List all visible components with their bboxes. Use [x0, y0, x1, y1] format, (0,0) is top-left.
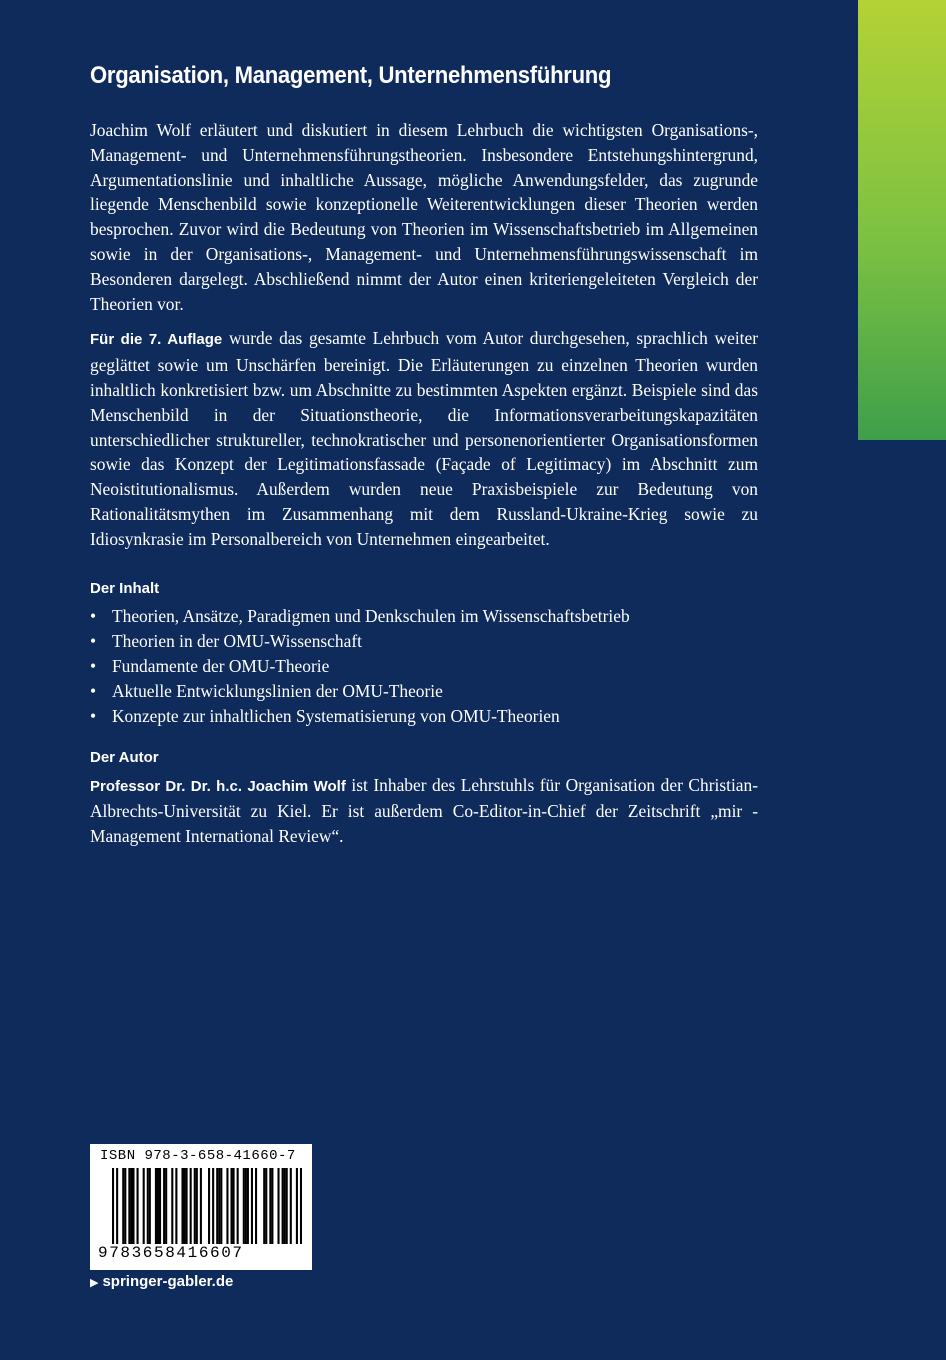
- barcode-bar: [163, 1168, 165, 1244]
- back-cover-text: [90, 62, 758, 859]
- barcode-bar: [284, 1168, 286, 1244]
- barcode-bar: [212, 1168, 214, 1244]
- barcode-bar: [175, 1168, 177, 1244]
- barcode-bar: [155, 1168, 157, 1244]
- barcode-bar: [220, 1168, 222, 1244]
- barcode-bar: [128, 1168, 130, 1244]
- list-item: • Konzepte zur inhaltlichen Systematisierung von OMU-Theorien: [90, 704, 758, 729]
- bullet-icon: •: [90, 630, 97, 651]
- intro-paragraph: Joachim Wolf erläutert und diskutiert in diesem Lehrbuch die wichtigsten Organisations-, Management- und Unternehmensführungstheorien. Insbesondere Entstehungshintergrund, Argumentationslinie und inhaltliche Aussage, mögliche Anwendungsfelder, das zugrunde liegende Menschenbild sowie konzeptionelle Weiterentwicklungen dieser Theorien werden besprochen. Zuvor wird die Bedeutung von Theorien im Wissenschaftsbetrieb im Allgemeinen sowie in der Organisations-, Management- und Unternehmensführungswissenschaft im Besonderen dargelegt. Abschließend nimmt der Autor einen kriteriengeleiteten Vergleich der Theorien vor.: [90, 120, 758, 314]
- edition-text: wurde das gesamte Lehrbuch vom Autor durchgesehen, sprachlich weiter geglättet sowie um Unschärfen bereinigt. Die Erläuterungen zu einzelnen Theorien wurden inhaltlich konkretisiert bzw. um Abschnitte zu bestimmten Aspekten ergänzt. Beispiele sind das Menschenbild in der Situationstheorie, die Informationsverarbeitungskapazitäten unterschiedlicher struktureller, technokratischer und personenorientierter Organisationsformen sowie das Konzept der Legitimationsfassade (Façade of Legitimacy) im Abschnitt zum Neoistitutionalismus. Außerdem wurden neue Praxisbeispiele zur Bedeutung von Rationalitätsmythen im Zusammenhang mit dem Russland-Ukraine-Krieg sowie zu Idiosynkrasie im Personalbereich von Unternehmen eingearbeitet.: [90, 328, 759, 549]
- author-name: Professor Dr. Dr. h.c. Joachim Wolf: [90, 777, 346, 795]
- contents-list: [90, 604, 758, 729]
- barcode-bar: [184, 1168, 186, 1244]
- barcode-bar: [300, 1168, 302, 1244]
- barcode-bar: [130, 1168, 132, 1244]
- list-item: • Fundamente der OMU-Theorie: [90, 654, 758, 679]
- barcode-bar: [226, 1168, 228, 1244]
- bullet-icon: •: [90, 705, 97, 726]
- bullet-icon: •: [90, 655, 97, 676]
- barcode-bar: [247, 1168, 249, 1244]
- publisher-website[interactable]: [90, 1273, 233, 1290]
- list-item: • Theorien in der OMU-Wissenschaft: [90, 629, 758, 654]
- barcode-bar: [243, 1168, 245, 1244]
- barcode-bar: [194, 1168, 196, 1244]
- barcode-bar: [277, 1168, 279, 1244]
- barcode-bar: [143, 1168, 145, 1244]
- barcode-bar: [255, 1168, 257, 1244]
- edition-label: Für die 7. Auflage: [90, 331, 223, 349]
- barcode-bar: [282, 1168, 284, 1244]
- barcode-bar: [149, 1168, 151, 1244]
- barcode-bar: [137, 1168, 139, 1244]
- contents-heading: Der Inhalt: [90, 579, 160, 597]
- barcode-bar: [122, 1168, 124, 1244]
- barcode-bar: [112, 1168, 114, 1244]
- list-item: • Aktuelle Entwicklungslinien der OMU-Theorie: [90, 679, 758, 704]
- author-bio: ist Inhaber des Lehrstuhls für Organisation der Christian-Albrechts-Universität zu Kiel. Er ist außerdem Co-Editor-in-Chief der Zeitschrift „mir - Management International Review“.: [90, 774, 758, 847]
- barcode-bar: [286, 1168, 288, 1244]
- barcode-digits: 9783658416607: [98, 1244, 244, 1262]
- barcode-bar: [265, 1168, 267, 1244]
- website-link[interactable]: springer-gabler.de: [102, 1273, 234, 1290]
- book-title: Organisation, Management, Unternehmensführung: [90, 62, 612, 89]
- isbn-barcode: [90, 1144, 312, 1270]
- barcode-bar: [147, 1168, 149, 1244]
- barcode-bar: [116, 1168, 118, 1244]
- barcode-bar: [157, 1168, 159, 1244]
- arrow-right-icon: ▶: [90, 1277, 99, 1289]
- edition-paragraph: [90, 326, 758, 551]
- barcode-bar: [124, 1168, 126, 1244]
- barcode-bar: [186, 1168, 188, 1244]
- barcode-bar: [271, 1168, 273, 1244]
- accent-color-strip: [858, 0, 946, 440]
- bullet-icon: •: [90, 605, 97, 626]
- author-heading: Der Autor: [90, 748, 159, 766]
- barcode-bar: [263, 1168, 265, 1244]
- barcode-bar: [159, 1168, 161, 1244]
- barcode-bar: [208, 1168, 210, 1244]
- barcode-bar: [296, 1168, 298, 1244]
- barcode-bar: [171, 1168, 173, 1244]
- barcode-bar: [200, 1168, 202, 1244]
- barcode-bar: [132, 1168, 134, 1244]
- barcode-bars: [112, 1168, 302, 1244]
- barcode-bar: [165, 1168, 167, 1244]
- bullet-icon: •: [90, 680, 97, 701]
- list-item: • Theorien, Ansätze, Paradigmen und Denkschulen im Wissenschaftsbetrieb: [90, 604, 758, 629]
- barcode-bar: [245, 1168, 247, 1244]
- barcode-bar: [269, 1168, 271, 1244]
- barcode-bar: [290, 1168, 292, 1244]
- barcode-bar: [237, 1168, 239, 1244]
- barcode-bar: [196, 1168, 198, 1244]
- barcode-bar: [181, 1168, 183, 1244]
- barcode-bar: [190, 1168, 192, 1244]
- barcode-bar: [233, 1168, 235, 1244]
- barcode-bar: [216, 1168, 218, 1244]
- barcode-bar: [251, 1168, 253, 1244]
- author-paragraph: [90, 773, 758, 849]
- barcode-bar: [218, 1168, 220, 1244]
- barcode-bar: [230, 1168, 232, 1244]
- isbn-label: ISBN 978-3-658-41660-7: [100, 1148, 296, 1164]
